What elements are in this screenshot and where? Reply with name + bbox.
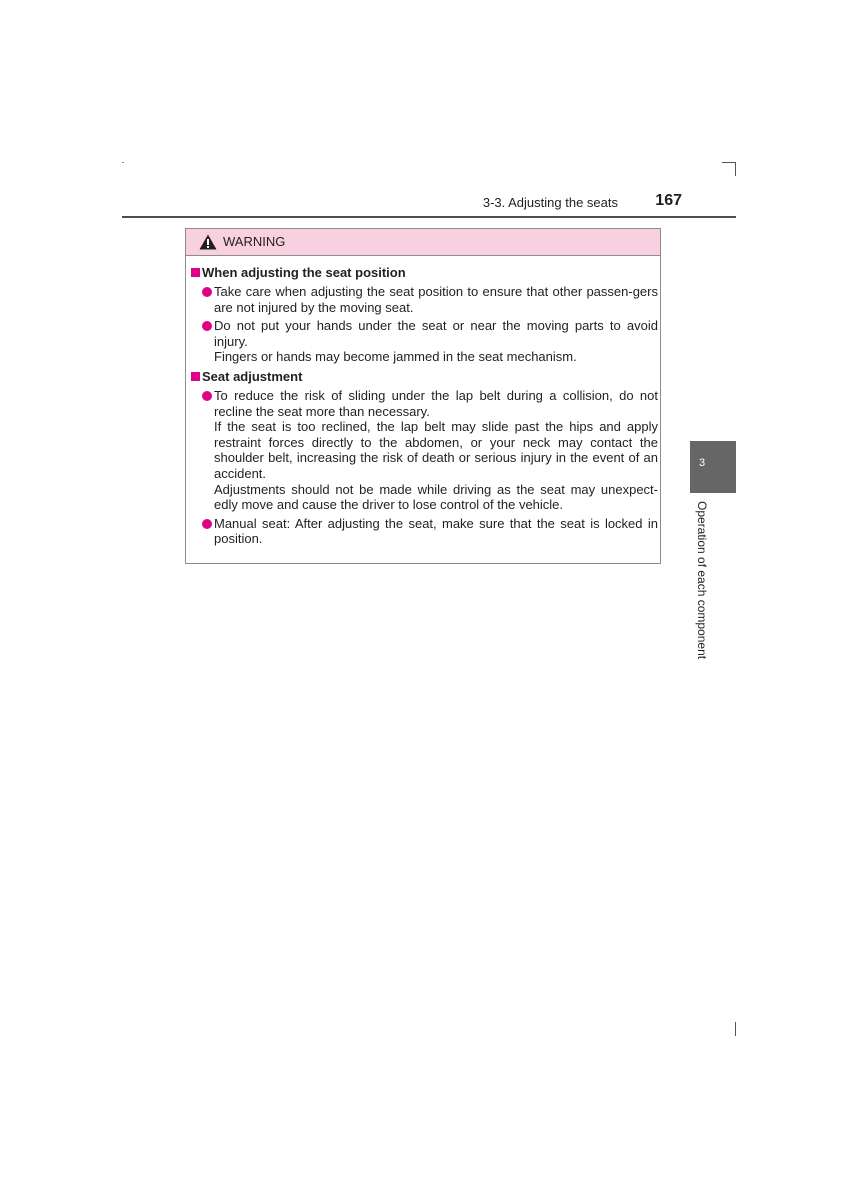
warning-body	[190, 265, 658, 547]
warning-triangle-icon	[199, 234, 217, 250]
item-text: Take care when adjusting the seat position to ensure that other passen-gers are not injured by the moving seat.	[214, 284, 658, 315]
circle-bullet-icon	[202, 391, 212, 401]
circle-bullet-icon	[202, 321, 212, 331]
item-text: Do not put your hands under the seat or near the moving parts to avoid injury.	[214, 318, 658, 349]
section-heading-seat-position: When adjusting the seat position	[190, 265, 658, 281]
chapter-number: 3	[699, 457, 706, 469]
header-divider	[122, 216, 736, 218]
item-text: To reduce the risk of sliding under the lap belt during a collision, do not recline the seat more than necessary.	[214, 387, 658, 419]
page-number: 167	[655, 192, 682, 209]
warning-header	[186, 229, 660, 256]
section-heading-seat-adjustment: Seat adjustment	[190, 369, 658, 385]
circle-bullet-icon	[202, 519, 212, 529]
circle-bullet-icon	[202, 287, 212, 297]
crop-mark-bottom-right	[735, 1022, 736, 1036]
crop-mark-top-right-vertical	[735, 162, 736, 176]
item-text: If the seat is too reclined, the lap belt may slide past the hips and apply restraint forces directly to the abdomen, or your neck may contact the shoulder belt, increasing the risk of death or serious injury in the event of an accident.	[214, 419, 658, 481]
warning-box	[185, 228, 661, 564]
list-item	[190, 318, 658, 365]
running-header-section: 3-3. Adjusting the seats	[482, 195, 618, 210]
square-bullet-icon	[191, 268, 200, 277]
item-text: Adjustments should not be made while driving as the seat may unexpect-edly move and cause the driver to lose control of the vehicle.	[214, 481, 658, 513]
list-item	[190, 388, 658, 513]
chapter-label: Operation of each component	[695, 501, 709, 660]
chapter-tab	[690, 441, 736, 493]
square-bullet-icon	[191, 372, 200, 381]
list-item	[190, 284, 658, 315]
crop-mark-top-right	[722, 162, 736, 163]
item-text: Fingers or hands may become jammed in the seat mechanism.	[214, 349, 577, 365]
crop-mark-top-left	[122, 162, 124, 163]
item-text: Manual seat: After adjusting the seat, make sure that the seat is locked in position.	[214, 515, 658, 547]
list-item	[190, 516, 658, 547]
warning-title: WARNING	[223, 234, 286, 249]
